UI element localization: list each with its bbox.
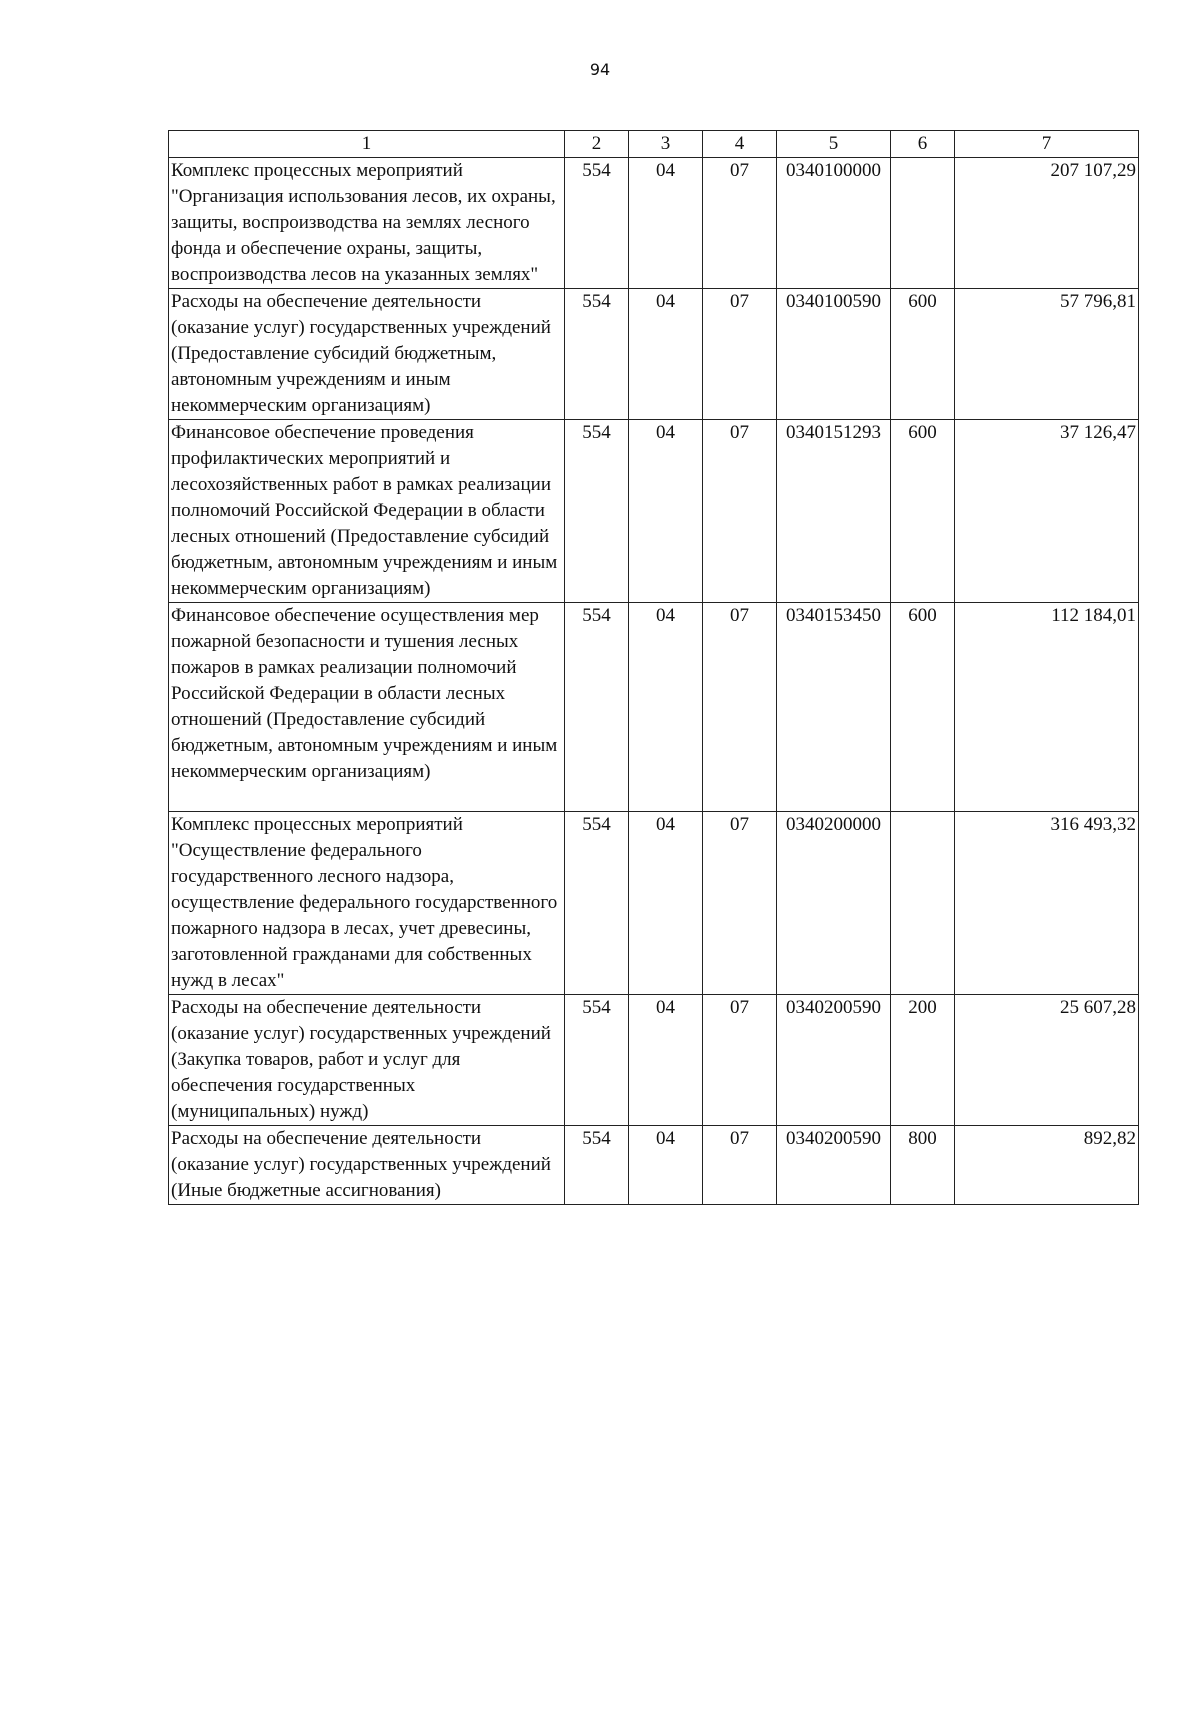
item-name [169, 603, 565, 812]
subsection-code: 07 [703, 603, 777, 812]
amount: 316 493,32 [955, 812, 1139, 995]
subsection-code: 07 [703, 812, 777, 995]
expense-type-code: 600 [891, 603, 955, 812]
header-cell: 3 [629, 131, 703, 158]
amount: 207 107,29 [955, 158, 1139, 289]
table-row [169, 812, 1139, 995]
item-name: Расходы на обеспечение деятельности (оказание услуг) государственных учреждений (Предоставление субсидий бюджетным, автономным учреждениям и иным некоммерческим организациям) [169, 289, 565, 420]
section-code: 04 [629, 812, 703, 995]
ministry-code: 554 [565, 995, 629, 1126]
ministry-code: 554 [565, 158, 629, 289]
ministry-code: 554 [565, 1126, 629, 1205]
item-name: Расходы на обеспечение деятельности (оказание услуг) государственных учреждений (Закупка товаров, работ и услуг для обеспечения государственных (муниципальных) нужд) [169, 995, 565, 1126]
header-cell: 1 [169, 131, 565, 158]
subsection-code: 07 [703, 995, 777, 1126]
header-row [169, 131, 1139, 158]
target-article-code: 0340200000 [777, 812, 891, 995]
expense-type-code: 600 [891, 289, 955, 420]
page-number: 94 [589, 60, 611, 79]
item-name: Финансовое обеспечение проведения профилактических мероприятий и лесохозяйственных работ в рамках реализации полномочий Российской Федерации в области лесных отношений (Предоставление субсидий бюджетным, автономным учреждениям и иным некоммерческим организациям) [169, 420, 565, 603]
budget-table [168, 130, 1139, 1205]
item-name: Комплекс процессных мероприятий "Организация использования лесов, их охраны, защиты, воспроизводства на землях лесного фонда и обеспечение охраны, защиты, воспроизводства лесов на указанных землях" [169, 158, 565, 289]
item-name-text: Финансовое обеспечение осуществления мер пожарной безопасности и тушения лесных пожаров в рамках реализации полномочий Российской Федерации в области лесных отношений (Предоставление субсидий бюджетным, автономным учреждениям и иным некоммерческим организациям) [171, 605, 558, 782]
table-row [169, 289, 1139, 420]
expense-type-code [891, 812, 955, 995]
table-row [169, 158, 1139, 289]
subsection-code: 07 [703, 289, 777, 420]
section-code: 04 [629, 420, 703, 603]
expense-type-code: 600 [891, 420, 955, 603]
expense-type-code: 200 [891, 995, 955, 1126]
subsection-code: 07 [703, 1126, 777, 1205]
header-cell: 4 [703, 131, 777, 158]
expense-type-code [891, 158, 955, 289]
target-article-code: 0340200590 [777, 995, 891, 1126]
amount: 37 126,47 [955, 420, 1139, 603]
section-code: 04 [629, 995, 703, 1126]
section-code: 04 [629, 1126, 703, 1205]
table-row [169, 995, 1139, 1126]
ministry-code: 554 [565, 420, 629, 603]
target-article-code: 0340153450 [777, 603, 891, 812]
section-code: 04 [629, 289, 703, 420]
section-code: 04 [629, 603, 703, 812]
table-row [169, 420, 1139, 603]
amount: 25 607,28 [955, 995, 1139, 1126]
subsection-code: 07 [703, 420, 777, 603]
amount: 112 184,01 [955, 603, 1139, 812]
target-article-code: 0340200590 [777, 1126, 891, 1205]
ministry-code: 554 [565, 603, 629, 812]
target-article-code: 0340100590 [777, 289, 891, 420]
section-code: 04 [629, 158, 703, 289]
row-padding [171, 785, 562, 811]
ministry-code: 554 [565, 289, 629, 420]
ministry-code: 554 [565, 812, 629, 995]
table-row [169, 1126, 1139, 1205]
subsection-code: 07 [703, 158, 777, 289]
header-cell: 5 [777, 131, 891, 158]
header-cell: 7 [955, 131, 1139, 158]
target-article-code: 0340100000 [777, 158, 891, 289]
expense-type-code: 800 [891, 1126, 955, 1205]
item-name: Комплекс процессных мероприятий "Осуществление федерального государственного лесного надзора, осуществление федерального государственного пожарного надзора в лесах, учет древесины, заготовленной гражданами для собственных нужд в лесах" [169, 812, 565, 995]
amount: 57 796,81 [955, 289, 1139, 420]
target-article-code: 0340151293 [777, 420, 891, 603]
header-cell: 6 [891, 131, 955, 158]
table-row [169, 603, 1139, 812]
item-name: Расходы на обеспечение деятельности (оказание услуг) государственных учреждений (Иные бюджетные ассигнования) [169, 1126, 565, 1205]
header-cell: 2 [565, 131, 629, 158]
amount: 892,82 [955, 1126, 1139, 1205]
